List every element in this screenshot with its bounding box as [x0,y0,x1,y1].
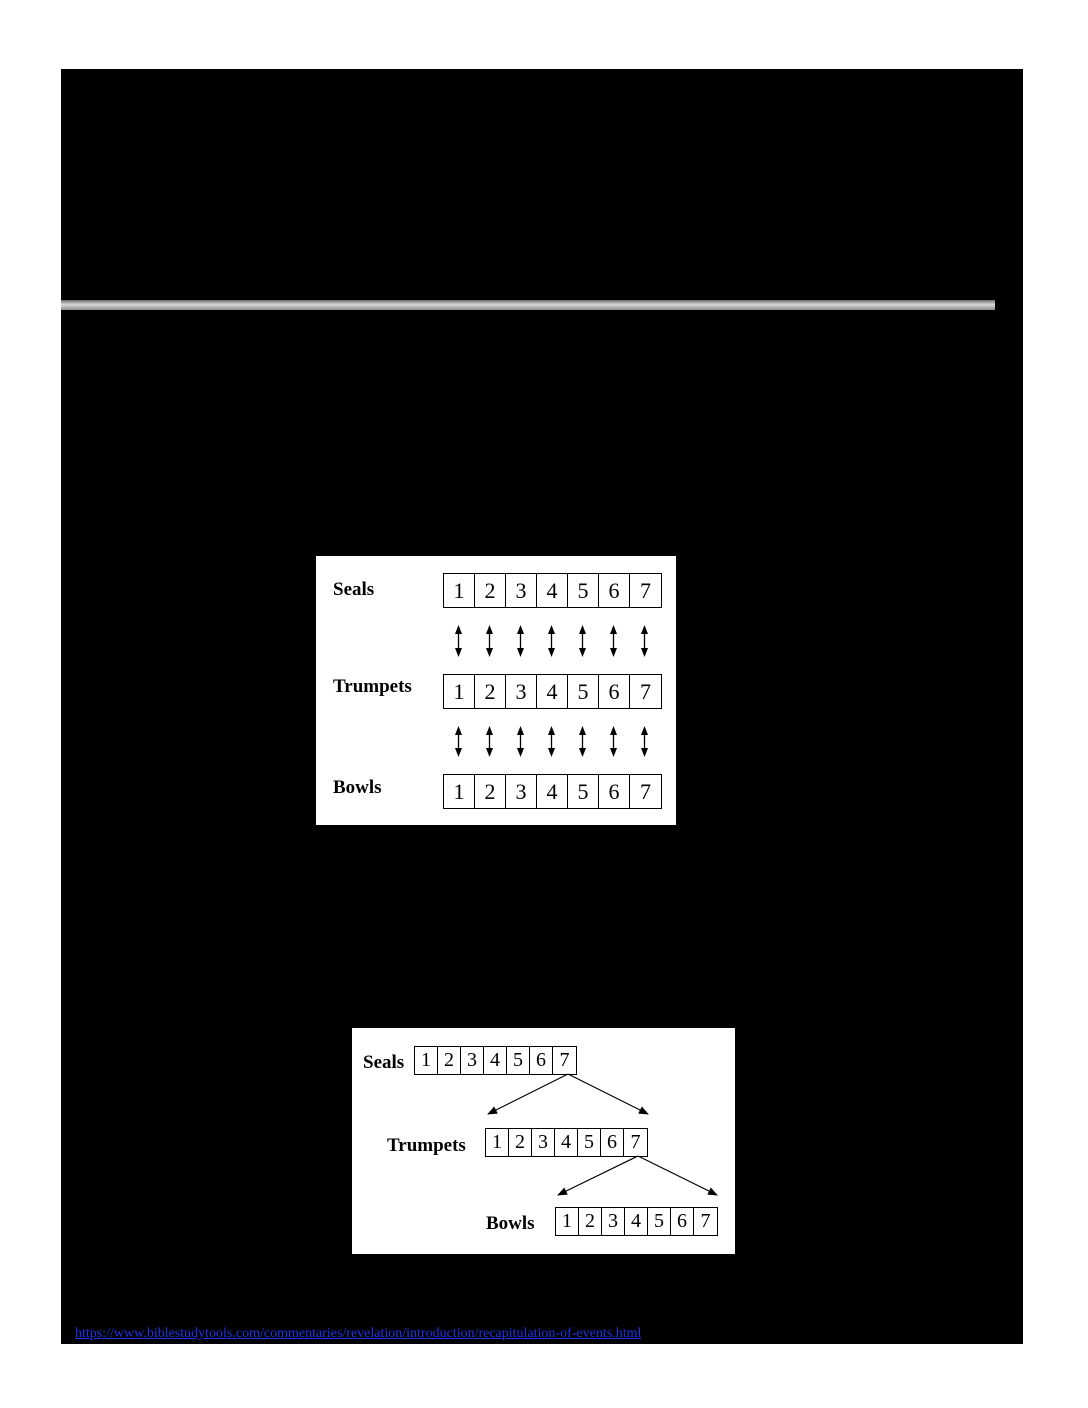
trumpet-cell: 4 [537,675,568,708]
row-label-trumpets: Trumpets [333,676,412,697]
row-label-bowls: Bowls [333,777,382,798]
seven-trumpets-to-bowls-start-arrow [558,1156,638,1195]
trumpets-cells [485,1128,648,1157]
bowl-cell: 1 [556,1208,579,1235]
double-arrow-icon [610,625,617,657]
seal-cell: 1 [415,1047,438,1074]
double-arrow-icon [517,625,524,657]
bowl-cell: 2 [579,1208,602,1235]
bowl-cell: 5 [568,775,599,808]
bowls-cells [555,1207,718,1236]
double-arrow-icon [486,726,493,757]
double-arrow-icon [548,625,555,657]
bowl-cell: 4 [537,775,568,808]
bowl-cell: 6 [671,1208,694,1235]
trumpet-cell: 7 [640,678,651,704]
seal-cell: 7 [559,1049,570,1071]
seal-cell: 5 [507,1047,530,1074]
double-arrow-icon [517,726,524,757]
bowl-cell: 3 [506,775,537,808]
sequential-diagram [352,1028,735,1254]
trumpet-cell: 2 [475,675,506,708]
double-arrow-icon [641,625,648,657]
seal-cell: 2 [475,574,506,607]
title-divider [61,300,995,310]
seal-cell: 4 [484,1047,507,1074]
seal-cell: 3 [461,1047,484,1074]
double-arrow-icon [579,726,586,757]
row-label-trumpets: Trumpets [387,1135,466,1156]
trumpet-cell: 7 [630,1131,641,1153]
trumpet-cell: 3 [532,1129,555,1156]
bowl-cell: 1 [444,775,475,808]
bowl-cell: 6 [599,775,630,808]
trumpet-cell: 5 [568,675,599,708]
double-arrow-icon [455,625,462,657]
bowl-cell: 7 [640,778,651,804]
double-arrow-icon [579,625,586,657]
seal-cell: 7 [640,577,651,603]
double-arrow-icon [486,625,493,657]
seven-seals-to-trumpets-end-arrow [568,1074,648,1114]
trumpet-cell: 2 [509,1129,532,1156]
double-arrow-icon [548,726,555,757]
seal-cell: 1 [444,574,475,607]
seven-trumpets-to-bowls-end-arrow [638,1156,717,1195]
bowl-cell: 5 [648,1208,671,1235]
seals-cells [443,573,662,608]
seal-cell: 6 [530,1047,553,1074]
bowl-cell: 3 [602,1208,625,1235]
row-label-seals: Seals [363,1052,405,1073]
trumpet-cell: 1 [486,1129,509,1156]
bowl-cell: 2 [475,775,506,808]
bowls-cells [443,774,662,809]
seal-cell: 3 [506,574,537,607]
seals-cells [414,1046,577,1075]
seal-cell: 2 [438,1047,461,1074]
double-arrow-icon [641,726,648,757]
trumpet-cell: 4 [555,1129,578,1156]
trumpet-cell: 3 [506,675,537,708]
seal-cell: 4 [537,574,568,607]
double-arrow-icon [610,726,617,757]
trumpet-cell: 6 [601,1129,624,1156]
double-arrow-icon [455,726,462,757]
trumpet-cell: 1 [444,675,475,708]
trumpet-cell: 5 [578,1129,601,1156]
source-link[interactable]: https://www.biblestudytools.com/commentaries/revelation/introduction/recapitulation-of-events.html [75,1326,642,1341]
row-label-bowls: Bowls [486,1213,535,1234]
row-label-seals: Seals [333,579,375,600]
trumpets-cells [443,674,662,709]
seal-cell: 6 [599,574,630,607]
trumpet-cell: 6 [599,675,630,708]
parallel-diagram [316,556,676,825]
seven-seals-to-trumpets-start-arrow [488,1074,568,1114]
bowl-cell: 7 [700,1210,711,1232]
bowl-cell: 4 [625,1208,648,1235]
seal-cell: 5 [568,574,599,607]
